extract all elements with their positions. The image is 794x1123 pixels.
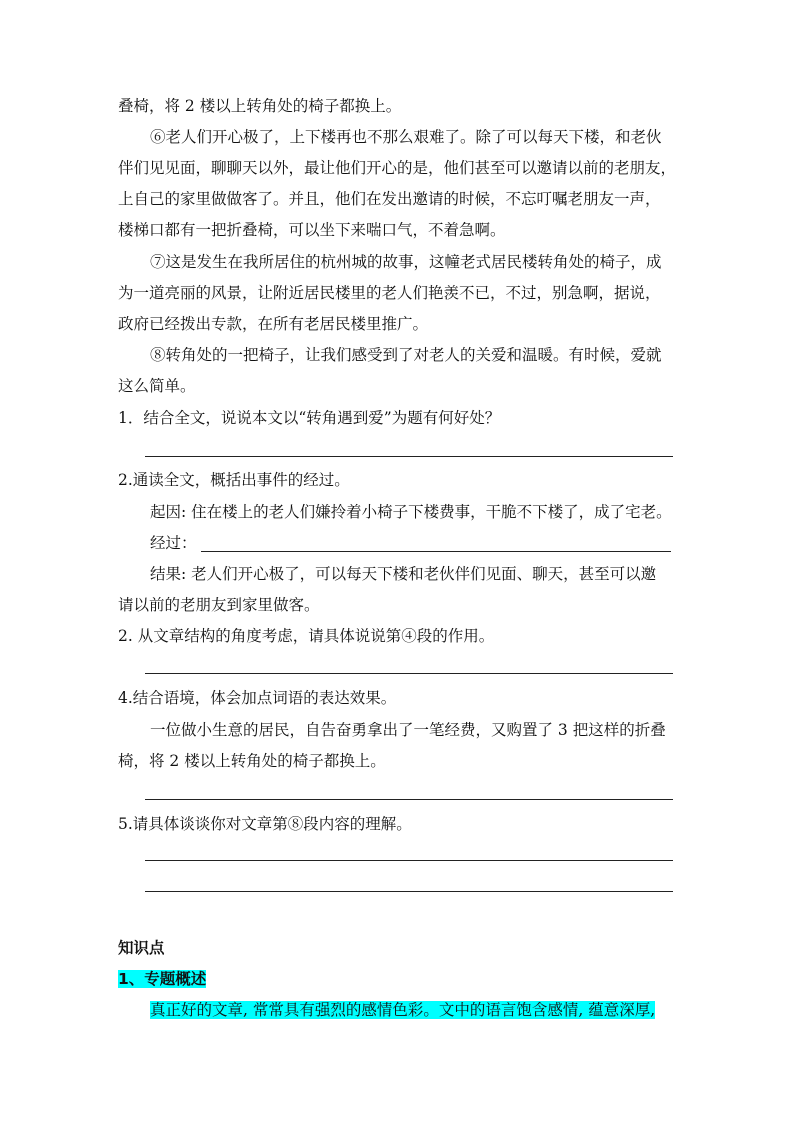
passage-p7-line-1: ⑦这是发生在我所居住的杭州城的故事，这幢老式居民楼转角处的椅子，成 (150, 253, 662, 271)
q4-quote-line-2: 椅，将 2 楼以上转角处的椅子都换上。 (118, 752, 386, 770)
question-1: 1．结合全文，说说本文以“转角遇到爱”为题有何好处？ (118, 409, 501, 427)
passage-p8-line-2: 这么简单。 (118, 377, 196, 395)
q2-result-line-2: 请以前的老朋友到家里做客。 (118, 596, 320, 614)
question-2: 2.通读全文，概括出事件的经过。 (118, 471, 350, 489)
question-3: 2. 从文章结构的角度考虑，请具体说说第④段的作用。 (118, 627, 495, 645)
q2-result-line-1: 结果: 老人们开心极了，可以每天下楼和老伙伴们见面、聊天，甚至可以邀 (150, 565, 657, 583)
answer-line-q1[interactable] (145, 456, 673, 457)
knowledge-text-highlighted: 真正好的文章, 常常具有强烈的感情色彩。文中的语言饱含感情, 蕴意深厚, (150, 1001, 656, 1019)
passage-p6-line-4: 楼梯口都有一把折叠椅，可以坐下来喘口气，不着急啊。 (118, 221, 506, 239)
q2-process-label: 经过： (150, 534, 197, 552)
passage-p6-line-1: ⑥老人们开心极了，上下楼再也不那么艰难了。除了可以每天下楼，和老伙 (150, 128, 662, 146)
answer-line-q2-process[interactable] (201, 551, 671, 552)
passage-p7-line-2: 为一道亮丽的风景，让附近居民楼里的老人们艳羡不已，不过，别急啊，据说， (118, 284, 661, 302)
q2-cause: 起因: 住在楼上的老人们嫌拎着小椅子下楼费事，干脆不下楼了，成了宅老。 (150, 503, 672, 521)
knowledge-subheading (118, 969, 206, 989)
knowledge-subheading-text: 1、专题概述 (118, 970, 207, 988)
q4-quote-line-1: 一位做小生意的居民，自告奋勇拿出了一笔经费，又购置了 3 把这样的折叠 (150, 721, 666, 739)
knowledge-heading: 知识点 (118, 939, 165, 957)
question-5: 5.请具体谈谈你对文章第⑧段内容的理解。 (118, 815, 412, 833)
passage-p8-line-1: ⑧转角处的一把椅子，让我们感受到了对老人的关爱和温暖。有时候，爱就 (150, 346, 662, 364)
passage-p6-line-2: 伴们见见面，聊聊天以外，最让他们开心的是，他们甚至可以邀请以前的老朋友， (118, 159, 677, 177)
knowledge-text (150, 1000, 655, 1020)
question-4: 4.结合语境，体会加点词语的表达效果。 (118, 689, 397, 707)
answer-line-q3[interactable] (145, 673, 673, 674)
passage-p7-line-3: 政府已经拨出专款，在所有老居民楼里推广。 (118, 315, 429, 333)
q2-process (150, 533, 671, 553)
answer-line-q4[interactable] (145, 799, 673, 800)
answer-line-q5-2[interactable] (145, 891, 673, 892)
passage-p6-line-3: 上自己的家里做做客了。并且，他们在发出邀请的时候，不忘叮嘱老朋友一声， (118, 190, 661, 208)
passage-p5-tail: 叠椅，将 2 楼以上转角处的椅子都换上。 (118, 97, 402, 115)
answer-line-q5-1[interactable] (145, 860, 673, 861)
